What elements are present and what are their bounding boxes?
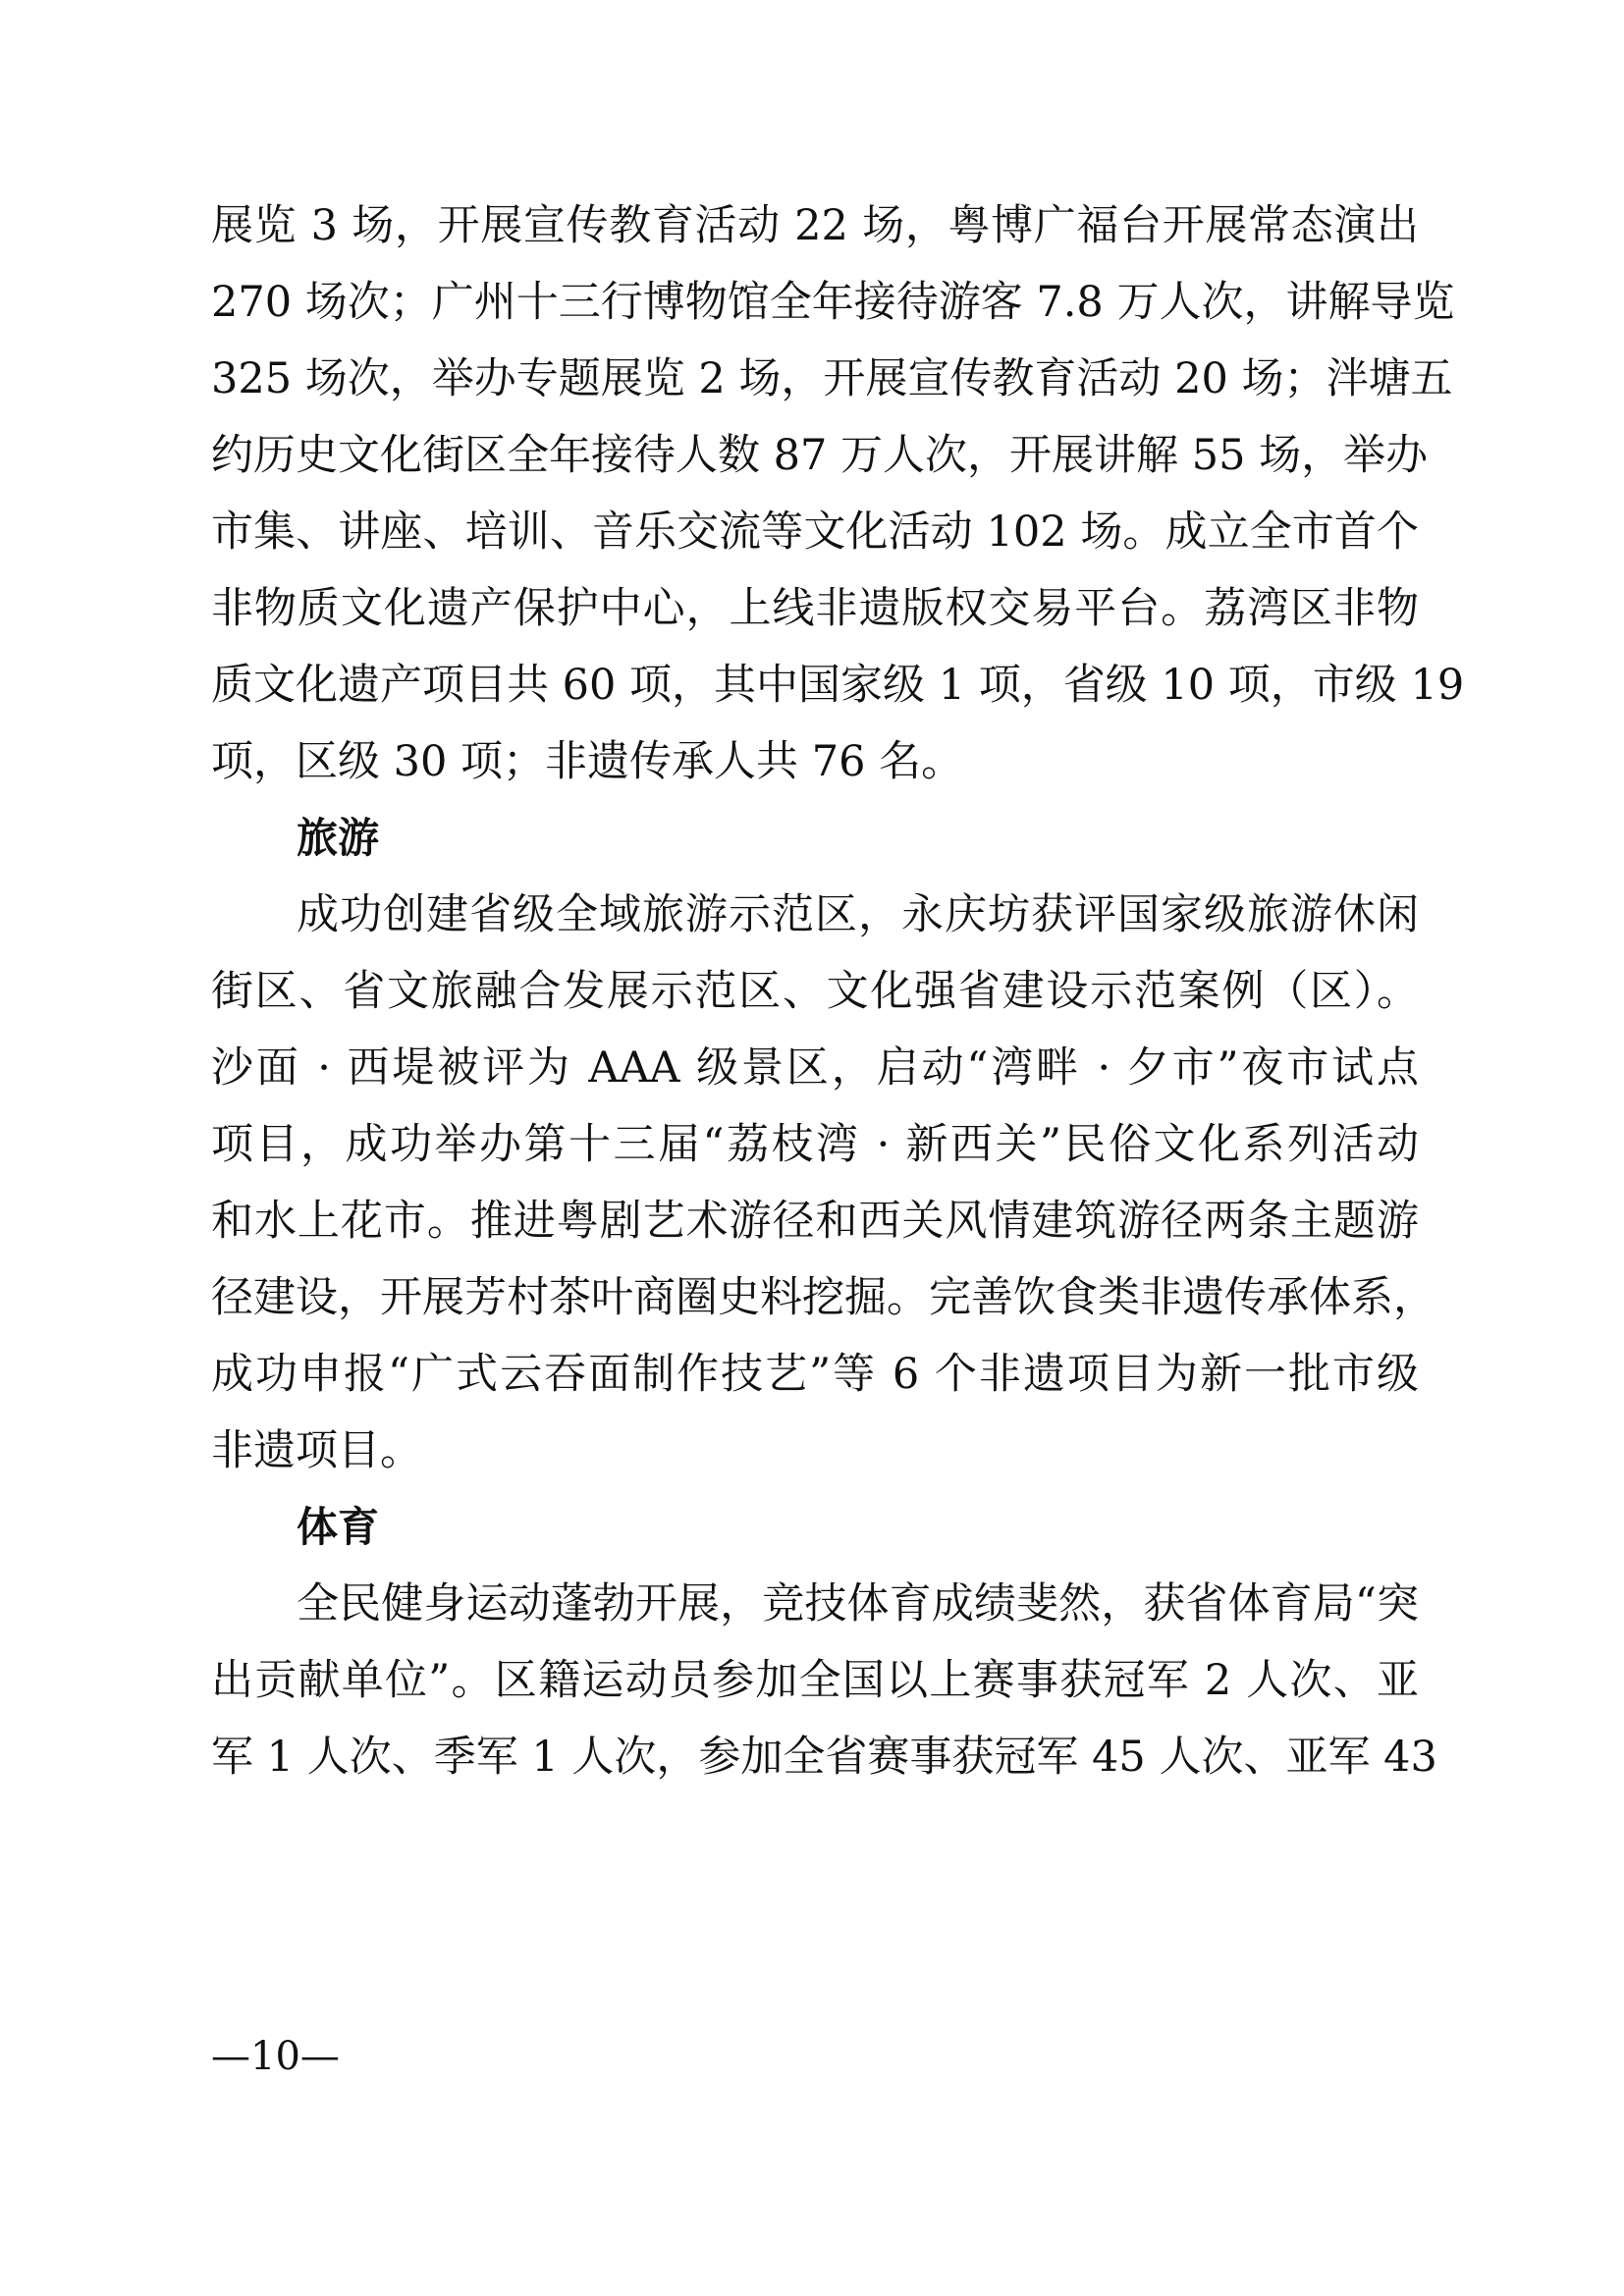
page-number: —10— — [211, 2034, 340, 2079]
section-heading-tourism: 旅游 — [297, 814, 380, 862]
text-line: 270 场次；广州十三行博物馆全年接待游客 7.8 万人次，讲解导览 — [211, 278, 1455, 327]
text-line: 径建设，开展芳村茶叶商圈史料挖掘。完善饮食类非遗传承体系， — [211, 1273, 1435, 1322]
text-line: 出贡献单位”。区籍运动员参加全国以上赛事获冠军 2 人次、亚 — [211, 1656, 1419, 1705]
text-line: 成功申报“广式云吞面制作技艺”等 6 个非遗项目为新一批市级 — [211, 1350, 1419, 1399]
text-line: 325 场次，举办专题展览 2 场，开展宣传教育活动 20 场；泮塘五 — [211, 354, 1453, 403]
text-line: 展览 3 场，开展宣传教育活动 22 场，粤博广福台开展常态演出 — [211, 201, 1419, 250]
section-heading-sports: 体育 — [297, 1503, 380, 1551]
text-line: 和水上花市。推进粤剧艺术游径和西关风情建筑游径两条主题游 — [211, 1197, 1419, 1246]
text-line: 街区、省文旅融合发展示范区、文化强省建设示范案例（区）。 — [211, 967, 1419, 1016]
text-line: 军 1 人次、季军 1 人次，参加全省赛事获冠军 45 人次、亚军 43 — [211, 1733, 1437, 1782]
text-line: 非物质文化遗产保护中心，上线非遗版权交易平台。荔湾区非物 — [211, 584, 1419, 633]
text-line: 成功创建省级全域旅游示范区，永庆坊获评国家级旅游休闲 — [297, 890, 1419, 939]
text-line: 约历史文化街区全年接待人数 87 万人次，开展讲解 55 场，举办 — [211, 431, 1429, 480]
text-line: 市集、讲座、培训、音乐交流等文化活动 102 场。成立全市首个 — [211, 507, 1419, 557]
text-line: 质文化遗产项目共 60 项，其中国家级 1 项，省级 10 项，市级 19 — [211, 661, 1465, 710]
text-line: 沙面 · 西堤被评为 AAA 级景区，启动“湾畔 · 夕市”夜市试点 — [211, 1043, 1419, 1093]
text-line: 项目，成功举办第十三届“荔枝湾 · 新西关”民俗文化系列活动 — [211, 1120, 1419, 1169]
text-line: 非遗项目。 — [211, 1426, 422, 1475]
text-line: 项，区级 30 项；非遗传承人共 76 名。 — [211, 737, 964, 786]
text-line: 全民健身运动蓬勃开展，竞技体育成绩斐然，获省体育局“突 — [297, 1579, 1419, 1629]
